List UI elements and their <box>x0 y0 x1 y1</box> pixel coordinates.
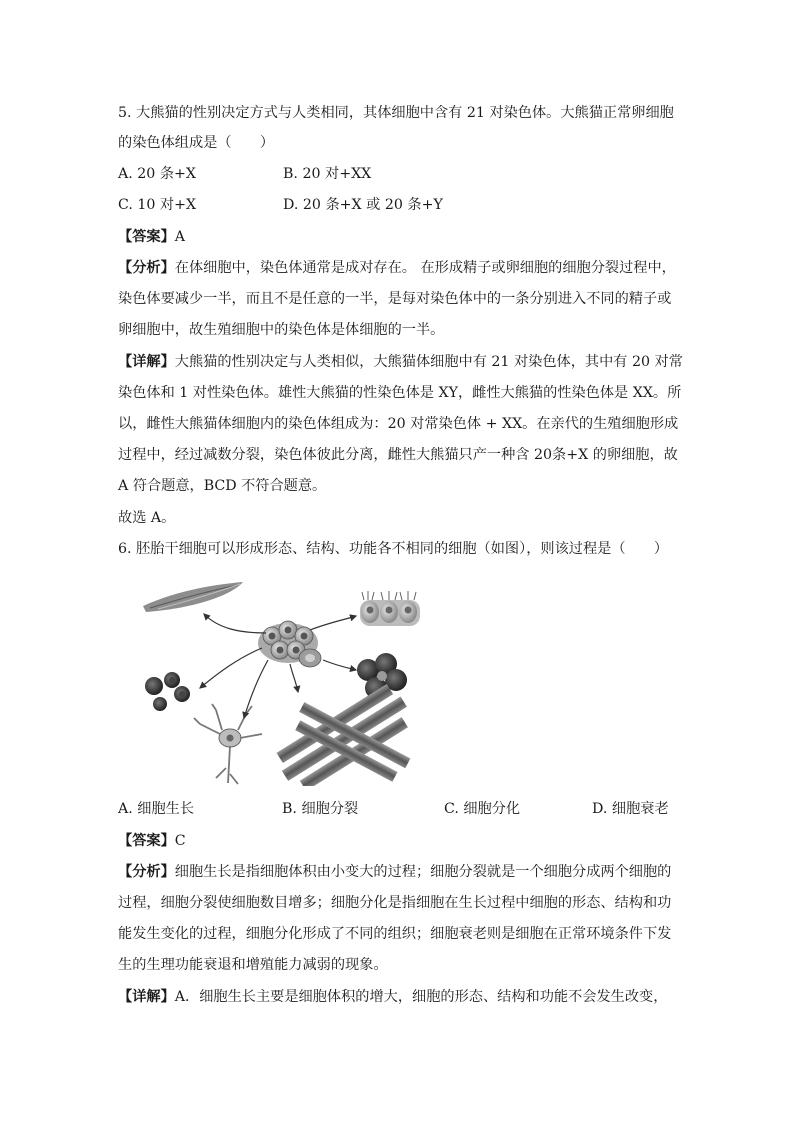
analysis-text: 细胞生长是指细胞体积由小变大的过程；细胞分裂就是一个细胞分成两个细胞的 <box>174 864 672 880</box>
detail-tag: 【详解】 <box>118 354 175 370</box>
answer-tag: 【答案】 <box>118 229 175 245</box>
q6-detail-line-1 <box>118 988 667 1006</box>
skeletal-muscle-fibers-illustration <box>272 681 416 786</box>
q5-option-d: D. 20 条+X 或 20 条+Y <box>283 197 443 213</box>
detail-text: 大熊猫的性别决定与人类相似，大熊猫体细胞中有 21 对染色体，其中有 20 对常 <box>174 354 683 370</box>
q5-stem-line-2: 的染色体组成是（ ） <box>118 135 275 151</box>
stem-cell-differentiation-figure <box>138 578 428 786</box>
q5-analysis-line-1 <box>118 259 676 277</box>
q5-analysis-line-2: 染色体要减少一半，而且不是任意的一半，是每对染色体中的一条分别进入不同的精子或 <box>118 291 672 307</box>
q6-option-b: B. 细胞分裂 <box>282 801 359 817</box>
answer-value: C <box>174 833 186 849</box>
analysis-tag: 【分析】 <box>118 864 175 880</box>
q5-option-c: C. 10 对+X <box>118 197 197 213</box>
q6-answer <box>118 832 186 850</box>
q6-stem: 6. 胚胎干细胞可以形成形态、结构、功能各不相同的细胞（如图），则该过程是（ ） <box>118 541 669 557</box>
q6-analysis-line-2: 过程，细胞分裂使细胞数目增多；细胞分化是指细胞在生长过程中细胞的形态、结构和功 <box>118 895 672 911</box>
q5-detail-line-3: 以，雌性大熊猫体细胞内的染色体组成为：20 对常染色体 + XX。在亲代的生殖细胞形成 <box>118 416 679 432</box>
q5-detail-line-4: 过程中，经过减数分裂，染色体彼此分离，雌性大熊猫只产一种含 20条+X 的卵细胞，故 <box>118 447 678 463</box>
q5-detail-line-5: A 符合题意，BCD 不符合题意。 <box>118 478 327 494</box>
q5-option-a: A. 20 条+X <box>118 166 197 182</box>
answer-tag: 【答案】 <box>118 833 175 849</box>
analysis-text: 在体细胞中，染色体通常是成对存在。 在形成精子或卵细胞的细胞分裂过程中， <box>174 260 676 276</box>
analysis-tag: 【分析】 <box>118 260 175 276</box>
q5-option-b: B. 20 对+XX <box>283 166 372 182</box>
q5-detail-line-1 <box>118 353 683 371</box>
q6-analysis-line-1 <box>118 863 671 881</box>
blood-cells-illustration <box>145 672 190 711</box>
q5-analysis-line-3: 卵细胞中，故生殖细胞中的染色体是体细胞的一半。 <box>118 322 445 338</box>
answer-value: A <box>174 229 186 245</box>
q5-detail-line-2: 染色体和 1 对性染色体。雄性大熊猫的性染色体是 XY，雌性大熊猫的性染色体是 XX。所 <box>118 385 682 401</box>
q6-option-a: A. 细胞生长 <box>118 801 195 817</box>
q5-conclusion: 故选 A。 <box>118 510 176 526</box>
smooth-muscle-cell-illustration <box>143 582 243 612</box>
detail-text: A．细胞生长主要是细胞体积的增大，细胞的形态、结构和功能不会发生改变， <box>174 989 668 1005</box>
q6-option-c: C. 细胞分化 <box>444 801 521 817</box>
epithelial-cells-illustration <box>360 591 420 626</box>
q5-stem-line-1: 5. 大熊猫的性别决定方式与人类相同，其体细胞中含有 21 对染色体。大熊猫正常卵细胞 <box>118 105 674 121</box>
q5-answer <box>118 228 185 246</box>
q6-analysis-line-3: 能发生变化的过程，细胞分化形成了不同的组织；细胞衰老则是细胞在正常环境条件下发 <box>118 926 672 942</box>
q6-analysis-line-4: 生的生理功能衰退和增殖能力减弱的现象。 <box>118 957 388 973</box>
neuron-illustration <box>194 704 262 784</box>
detail-tag: 【详解】 <box>118 989 175 1005</box>
q6-option-d: D. 细胞衰老 <box>592 801 669 817</box>
